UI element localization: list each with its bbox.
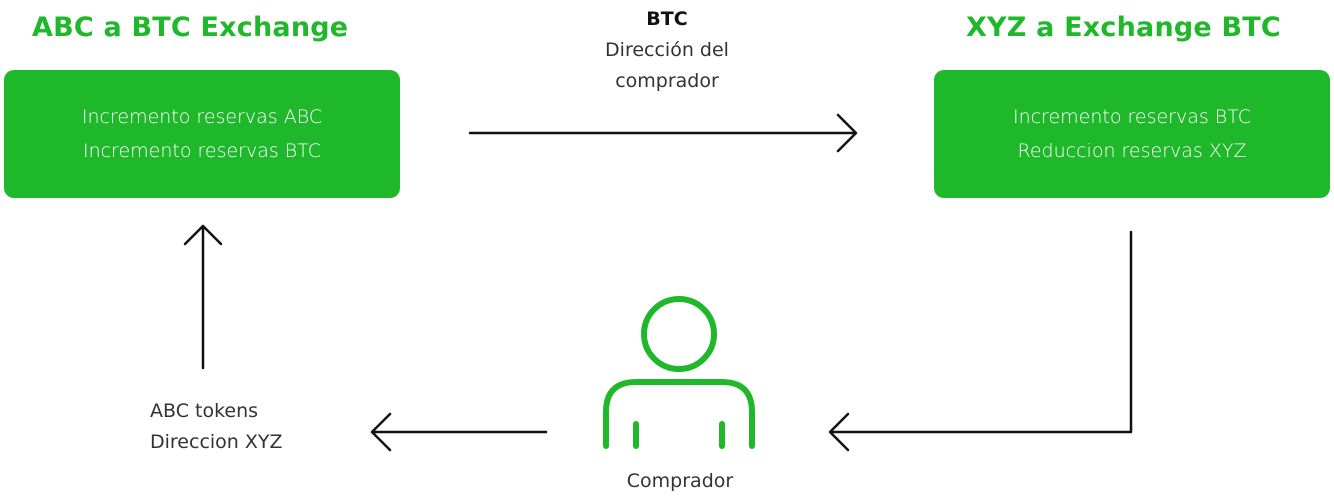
bottom-left-line-1: ABC tokens: [150, 400, 259, 422]
arrow-top-right: [470, 115, 856, 151]
top-label-bold: BTC: [646, 8, 688, 30]
left-exchange-title: ABC a BTC Exchange: [32, 12, 349, 43]
top-label-line-2: comprador: [615, 70, 719, 92]
right-exchange-title: XYZ a Exchange BTC: [966, 12, 1281, 43]
top-label-line-1: Dirección del: [605, 39, 729, 61]
buyer-label: Comprador: [626, 470, 734, 492]
arrow-up-to-left-box: [185, 226, 221, 368]
right-box-line-1: Incremento reservas BTC: [1012, 106, 1252, 128]
person-icon: [606, 299, 752, 446]
right-box-line-2: Reduccion reservas XYZ: [1017, 140, 1247, 162]
left-box-line-2: Incremento reservas BTC: [82, 140, 322, 162]
bottom-left-line-2: Direccion XYZ: [150, 431, 283, 453]
left-box-line-1: Incremento reservas ABC: [81, 106, 323, 128]
arrow-buyer-to-left: [372, 414, 546, 450]
arrow-right-to-buyer: [830, 232, 1131, 450]
